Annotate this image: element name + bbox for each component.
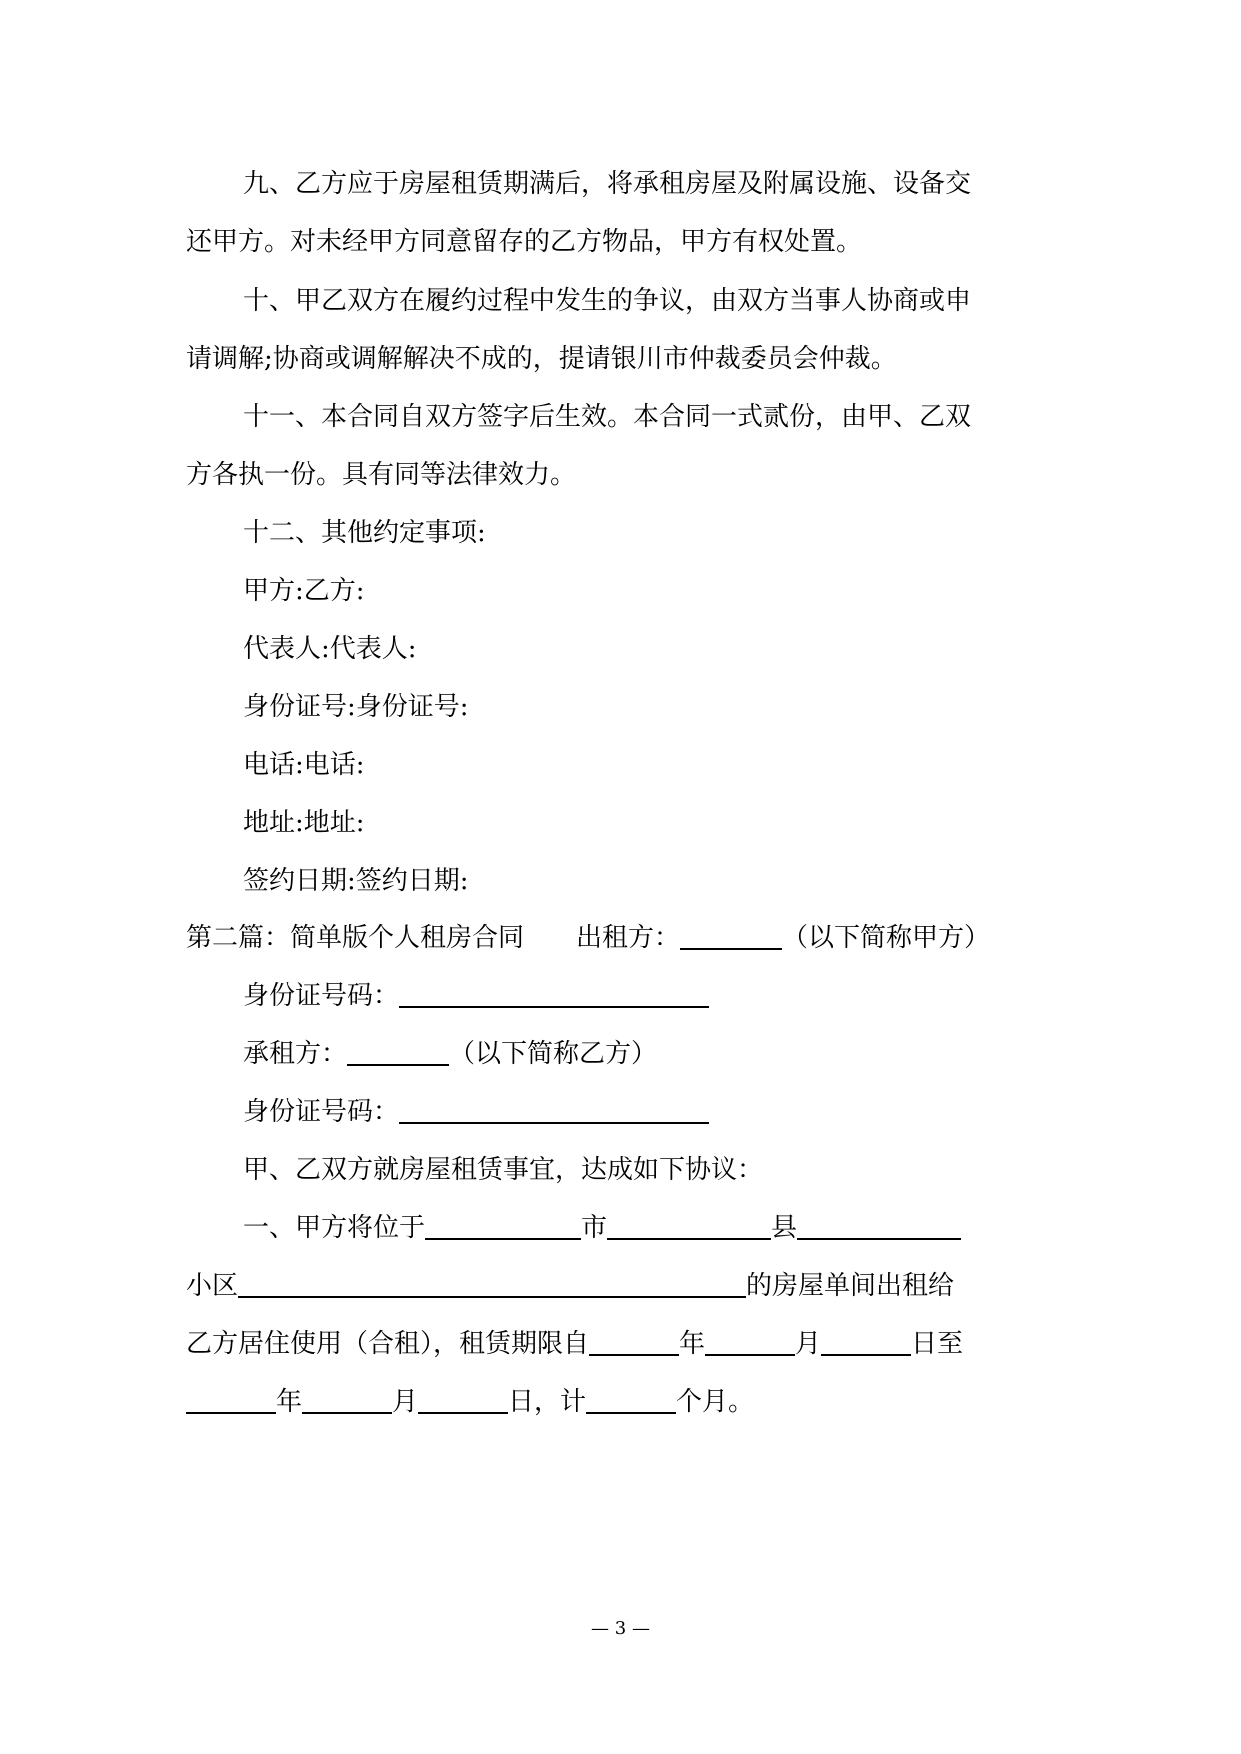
usage-text: 乙方居住使用（合租），租赁期限自 [186, 1329, 590, 1359]
clause-9-line-1: 九、乙方应于房屋租赁期满后，将承租房屋及附属设施、设备交 [243, 169, 972, 199]
end-year-blank [186, 1385, 276, 1414]
lessor-label: 出租方： [576, 923, 681, 953]
end-day-blank [418, 1385, 508, 1414]
lessee-id-line [243, 1092, 1123, 1132]
sig-phone: 电话:电话: [243, 750, 365, 780]
item-1-line-4 [186, 1382, 1066, 1422]
county-blank [607, 1211, 771, 1240]
lessor-id-line [243, 976, 1123, 1016]
lessee-label: 承租方： [243, 1039, 348, 1069]
clause-12: 十二、其他约定事项: [243, 518, 486, 548]
end-month-blank [302, 1385, 392, 1414]
sig-party: 甲方:乙方: [243, 576, 365, 606]
lessee-id-label: 身份证号码： [243, 1097, 400, 1127]
district-label: 小区 [186, 1271, 239, 1301]
start-day-blank [821, 1327, 911, 1356]
start-month-blank [705, 1327, 795, 1356]
start-month-label: 月 [795, 1329, 822, 1359]
lessee-id-blank [399, 1095, 709, 1124]
lessee-suffix: （以下简称乙方） [449, 1039, 658, 1069]
end-month-label: 月 [392, 1387, 419, 1417]
city-blank [425, 1211, 581, 1240]
lessor-id-label: 身份证号码： [243, 981, 400, 1011]
clause-11-line-2: 方各执一份。具有同等法律效力。 [186, 460, 577, 490]
start-year-label: 年 [679, 1329, 706, 1359]
county-label: 县 [771, 1213, 798, 1243]
item-1-line-2 [186, 1266, 1066, 1306]
rent-out-text: 的房屋单间出租给 [746, 1271, 955, 1301]
sig-address: 地址:地址: [243, 808, 365, 838]
lessee-line [243, 1034, 1123, 1074]
second-contract-heading: 第二篇：简单版个人租房合同 [186, 923, 525, 953]
start-year-blank [589, 1327, 679, 1356]
item-1-line-1 [243, 1208, 1123, 1248]
clause-9-line-2: 还甲方。对未经甲方同意留存的乙方物品，甲方有权处置。 [186, 227, 863, 257]
clause-10-line-1: 十、甲乙双方在履约过程中发生的争议，由双方当事人协商或申 [243, 286, 972, 316]
end-day-label: 日，计 [508, 1387, 587, 1417]
months-label: 个月。 [676, 1387, 755, 1417]
clause-10-line-2: 请调解;协商或调解解决不成的，提请银川市仲裁委员会仲裁。 [186, 344, 897, 374]
sig-representative: 代表人:代表人: [243, 634, 417, 664]
sig-date: 签约日期:签约日期: [243, 866, 469, 896]
lessee-blank [347, 1037, 449, 1066]
start-day-label: 日至 [911, 1329, 964, 1359]
item-1-start: 一、甲方将位于 [243, 1213, 426, 1243]
community-blank [238, 1269, 746, 1298]
months-blank [586, 1385, 676, 1414]
second-contract-header [186, 918, 1066, 958]
sig-id: 身份证号:身份证号: [243, 692, 469, 722]
lessor-blank [680, 921, 782, 950]
end-year-label: 年 [276, 1387, 303, 1417]
lessor-id-blank [399, 979, 709, 1008]
page-number: — 3 — [591, 1618, 650, 1639]
city-label: 市 [581, 1213, 608, 1243]
agreement-intro: 甲、乙双方就房屋租赁事宜，达成如下协议： [243, 1155, 764, 1185]
district-blank [797, 1211, 961, 1240]
clause-11-line-1: 十一、本合同自双方签字后生效。本合同一式贰份，由甲、乙双 [243, 402, 972, 432]
item-1-line-3 [186, 1324, 1066, 1364]
lessor-suffix: （以下简称甲方） [782, 923, 991, 953]
